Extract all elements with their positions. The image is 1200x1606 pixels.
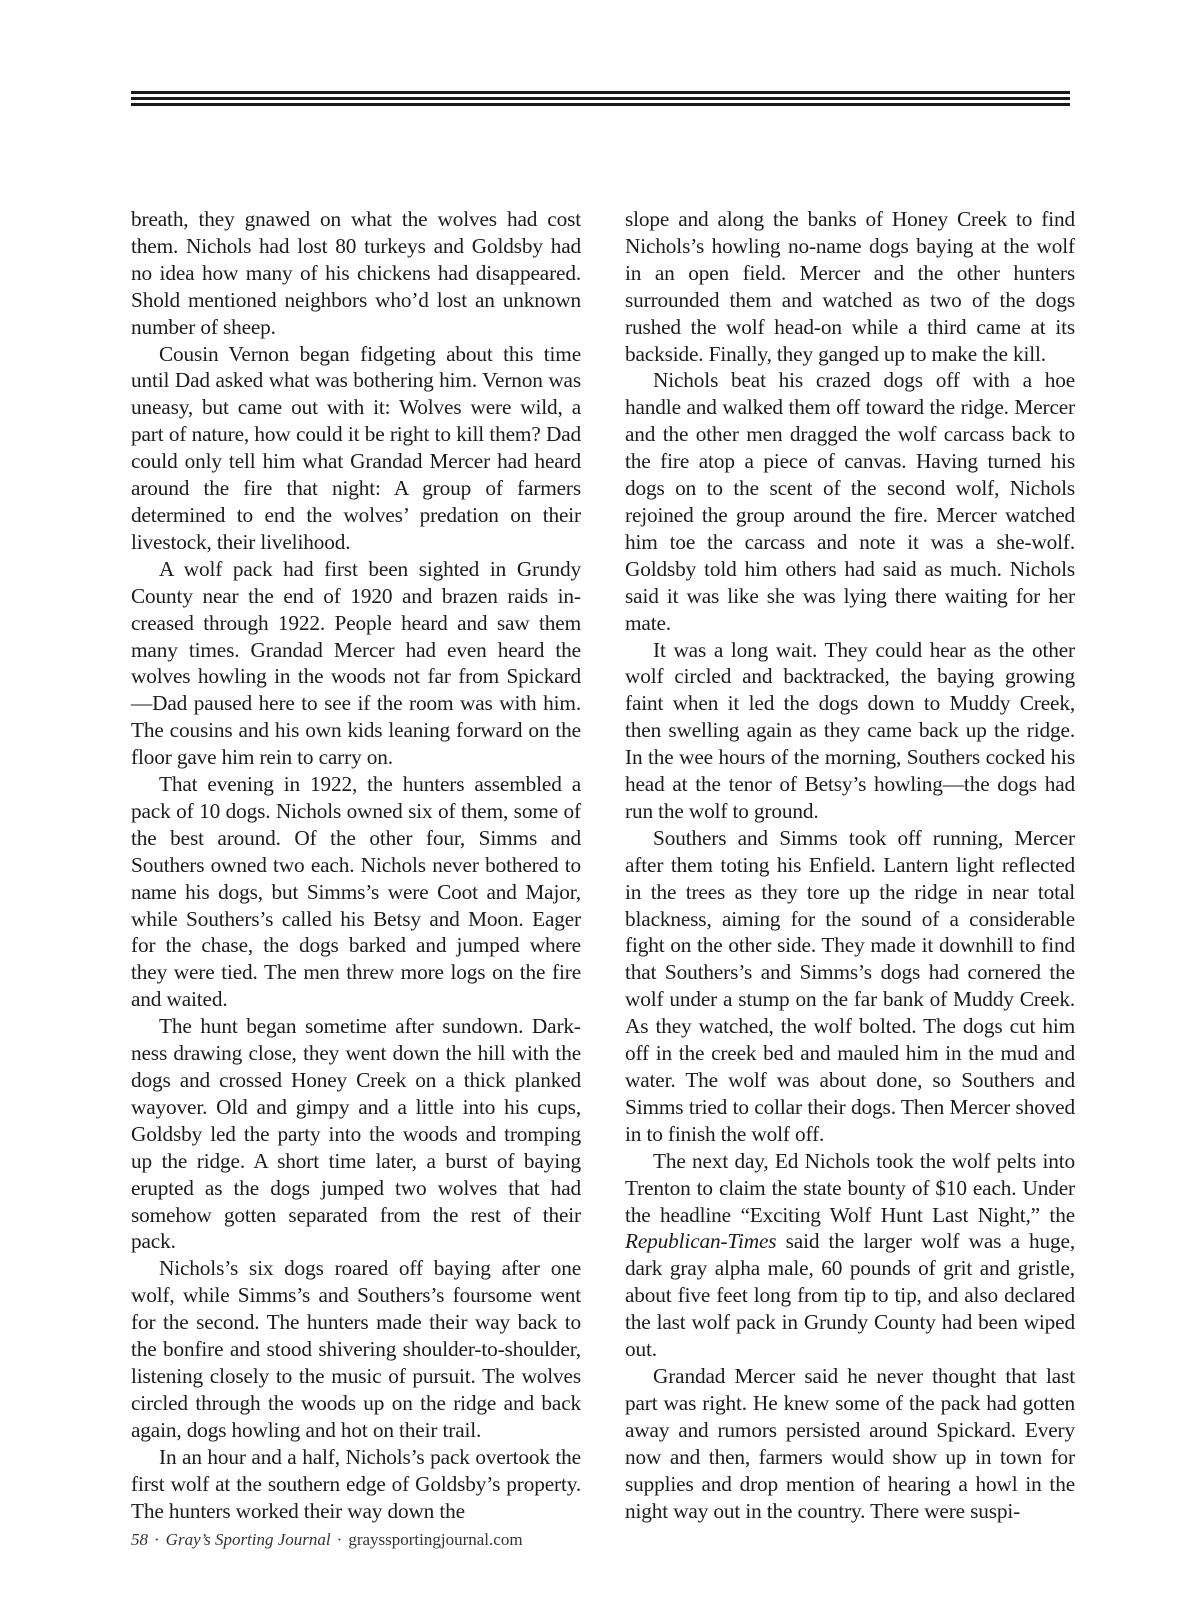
page-footer xyxy=(131,1530,523,1550)
right-column xyxy=(625,206,1075,1524)
paragraph-text: The next day, Ed Nichols took the wolf pelts into Trenton to claim the state bounty of $10 each. Under the headline “Exciting Wolf Hunt Last Night,” the xyxy=(625,1148,1075,1227)
paragraph: It was a long wait. They could hear as the other wolf circled and backtracked, the baying growing faint when it led the dogs down to Muddy Creek, then swelling again as they came back up the ridge. In the wee hours of the morning, Southers cocked his head at the tenor of Betsy’s howling—the dogs had run the wolf to ground. xyxy=(625,637,1075,823)
header-rule-line xyxy=(131,103,1070,106)
header-rule xyxy=(131,91,1070,109)
paragraph: Southers and Simms took off running, Mercer after them toting his Enfield. Lantern light reflected in the trees as they tore up the ridge in near total blackness, aiming for the sound of a considerable fight on the other side. They made it downhill to find that Southers’s and Simms’s dogs had cornered the wolf under a stump on the far bank of Muddy Creek. As they watched, the wolf bolted. The dogs cut him off in the creek bed and mauled him in the mud and water. The wolf was about done, so Southers and Simms tried to collar their dogs. Then Mercer shoved in to finish the wolf off. xyxy=(625,825,1075,1146)
paragraph xyxy=(625,1148,1075,1363)
header-rule-line xyxy=(131,97,1070,100)
left-column xyxy=(131,206,581,1524)
paragraph: slope and along the banks of Honey Creek to find Nichols’s howling no-name dogs baying at the wolf in an open field. Mercer and the other hunters surrounded them and watched as two of the dogs rushed the wolf head-on while a third came at its backside. Finally, they ganged up to make the kill. xyxy=(625,207,1075,366)
paragraph: That evening in 1922, the hunters assembled a pack of 10 dogs. Nichols owned six of them, some of the best around. Of the other four, Simms and Southers owned two each. Nichols never bothered to name his dogs, but Simms’s were Coot and Major, while Southers’s called his Betsy and Moon. Eager for the chase, the dogs barked and jumped where they were tied. The men threw more logs on the fire and waited. xyxy=(131,772,581,1012)
paragraph: The hunt began sometime after sundown. Darkness drawing close, they went down the hill with the dogs and crossed Honey Creek on a thick planked wayover. Old and gimpy and a little into his cups, Goldsby led the party into the woods and tromping up the ridge. A short time later, a burst of baying erupted as the dogs jumped two wolves that had somehow gotten separated from the rest of their pack. xyxy=(131,1014,581,1254)
paragraph: Cousin Vernon began fidgeting about this time until Dad asked what was bothering him. Vernon was uneasy, but came out with it: Wolves were wild, a part of nature, how could it be right to kill them? Dad could only tell him what Grandad Mercer had heard around the fire that night: A group of farmers determined to end the wolves’ predation on their livestock, their livelihood. xyxy=(131,341,581,554)
paragraph: Grandad Mercer said he never thought that last part was right. He knew some of the pack had gotten away and rumors persisted around Spickard. Every now and then, farmers would show up in town for supplies and drop mention of hearing a howl in the night way out in the country. There were suspi- xyxy=(625,1363,1075,1523)
paragraph: A wolf pack had first been sighted in Grundy County near the end of 1920 and brazen raids increased through 1922. People heard and saw them many times. Grandad Mercer had even heard the wolves howling in the woods not far from Spickard—Dad paused here to see if the room was with him. The cousins and his own kids leaning forward on the floor gave him rein to carry on. xyxy=(131,556,581,770)
magazine-name: Gray’s Sporting Journal xyxy=(165,1530,331,1549)
paragraph: breath, they gnawed on what the wolves had cost them. Nichols had lost 80 turkeys and Goldsby had no idea how many of his chickens had disappeared. Shold mentioned neighbors who’d lost an unknown number of sheep. xyxy=(131,207,581,339)
newspaper-title: Republican-Times xyxy=(625,1229,777,1254)
website-url: grayssportingjournal.com xyxy=(348,1530,523,1549)
footer-separator: · xyxy=(336,1530,343,1549)
paragraph: Nichols beat his crazed dogs off with a hoe handle and walked them off toward the ridge. Mercer and the other men dragged the wolf carcass back to the fire atop a piece of canvas. Having turned his dogs on to the scent of the second wolf, Nichols rejoined the group around the fire. Mercer watched him toe the carcass and note it was a she-wolf. Goldsby told him others had said as much. Nichols said it was like she was lying there waiting for her mate. xyxy=(625,368,1075,635)
paragraph: Nichols’s six dogs roared off baying after one wolf, while Simms’s and Southers’s foursome went for the second. The hunters made their way back to the bonfire and stood shivering shoulder-to-shoulder, listening closely to the music of pursuit. The wolves circled through the woods up on the ridge and back again, dogs howling and hot on their trail. xyxy=(131,1256,581,1442)
header-rule-line xyxy=(131,91,1070,94)
footer-separator: · xyxy=(154,1530,160,1549)
paragraph-text: said the larger wolf was a huge, dark gray alpha male, 60 pounds of grit and gristle, about five feet long from tip to tip, and also declared the last wolf pack in Grundy County had been wiped out. xyxy=(625,1229,1075,1362)
paragraph: In an hour and a half, Nichols’s pack overtook the first wolf at the southern edge of Goldsby’s property. The hunters worked their way down the xyxy=(131,1444,581,1523)
page-number: 58 xyxy=(131,1530,148,1549)
